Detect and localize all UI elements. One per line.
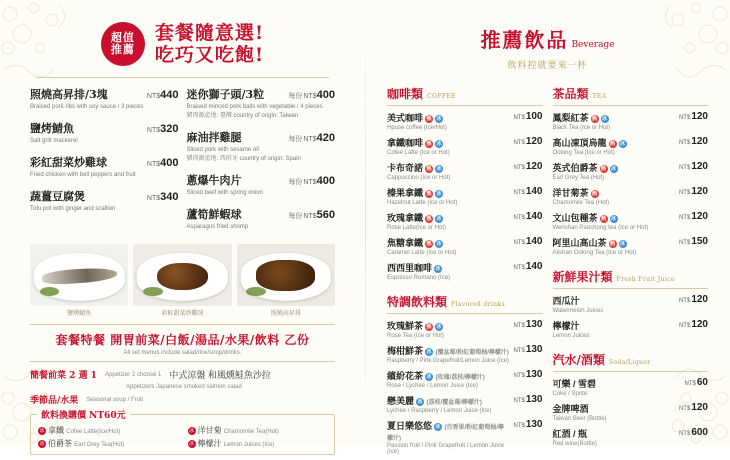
category-name: 新鮮果汁類 (552, 270, 613, 284)
ice-icon: 冰 (188, 441, 194, 448)
ice-icon: 冰 (436, 191, 442, 197)
drink-name-en: Red wine(Bottle) (552, 441, 597, 447)
drink-name-en: Lemon Juices (Ice) (223, 442, 275, 449)
drink-row (387, 211, 543, 231)
beverage-subtitle: 飲料控就要來一杯 (507, 60, 588, 70)
hot-icon: 熱 (601, 216, 607, 222)
hot-icon: 熱 (426, 216, 432, 222)
dish-photo-caption: 照燒高昇排 (270, 311, 301, 318)
choice-appetizer (30, 368, 335, 381)
drink-upgrade-box (30, 411, 335, 455)
drink-name-zh-small: (百香果/粉紅葡萄柚/檸檬汁) (387, 425, 504, 442)
ice-icon: 冰 (436, 241, 442, 247)
set-menu-includes-zh: 套餐特餐 開胃前菜/白飯/湯品/水果/飲料 乙份 (55, 333, 310, 348)
ice-icon: 冰 (436, 141, 442, 147)
drink-name: 阿里山高山茶 (552, 238, 607, 248)
drink-price: NT$130 (513, 319, 543, 330)
drink-name-zh-small: (覆盆莓/粉紅葡萄柚/檸檬汁) (435, 350, 509, 356)
dish-photo-item (133, 244, 231, 317)
choice-seasonal (30, 393, 335, 406)
ice-icon: 冰 (436, 216, 442, 222)
drink-price: NT$600 (678, 427, 708, 438)
dish-photo (237, 244, 335, 306)
dish-origin-note: 豬肉源產地: 臺灣 country of origin: Taiwan (186, 112, 299, 119)
hot-icon: 熱 (426, 241, 432, 247)
dish-desc-en: Sliced beef with spring onion (186, 190, 263, 197)
category-flavored-drinks (387, 293, 543, 314)
drink-name: 鳳梨紅茶 (552, 113, 589, 123)
drink-row (387, 319, 543, 339)
right-page (365, 0, 730, 455)
dish-photo-caption: 鹽烤鯖魚 (67, 311, 92, 318)
dish-photo-item (30, 244, 128, 317)
ice-icon: 冰 (436, 324, 442, 330)
drink-name: 拿鐵 (48, 426, 64, 436)
drink-price: NT$120 (513, 136, 543, 147)
drink-price: NT$130 (513, 369, 543, 380)
dish-price: 每份NT$400 (288, 175, 335, 188)
drink-price: NT$120 (678, 136, 708, 147)
category-name-en: TEA (592, 93, 607, 100)
drink-name-en: Earl Grey Tea (Hot) (552, 175, 605, 181)
drink-row (553, 186, 709, 206)
drink-price: NT$120 (678, 161, 708, 172)
ice-icon: 冰 (620, 141, 626, 147)
hot-icon: 熱 (426, 166, 432, 172)
drink-price: NT$100 (513, 111, 543, 122)
category-coffee (387, 85, 543, 106)
drink-name-en: Earl Grey Tea(Hot) (74, 442, 125, 449)
drink-price: NT$140 (513, 261, 543, 272)
drink-name: 西西里咖啡 (387, 263, 433, 273)
set-menu-includes-en: All set menus include salad/rice/soup/drinks. (123, 350, 242, 357)
set-menu-title-line-1: 套餐隨意選! (154, 22, 265, 44)
drink-name-en: Oolong Tea (Ice or Hot) (552, 150, 615, 156)
dish-item (30, 86, 179, 111)
divider (36, 77, 329, 78)
drink-upgrade-title: 飲料換購價 NT60元 (37, 408, 130, 421)
dish-name: 迷你獅子頭/3粒 (186, 87, 265, 101)
ice-icon: 冰 (611, 216, 617, 222)
dish-price: NT$320 (146, 122, 179, 135)
drink-name-zh-small: (荔枝/覆盆莓/檸檬汁) (426, 400, 482, 406)
hot-icon: 熱 (592, 116, 598, 122)
drink-name-en: Rose / Lychee / Lemon Juice (Ice) (387, 383, 478, 389)
ice-icon: 冰 (436, 116, 442, 122)
drink-price: NT$140 (513, 211, 543, 222)
left-page (0, 0, 365, 449)
drink-row (553, 319, 709, 339)
drink-name: 玫瑰拿鐵 (387, 213, 424, 223)
dish-name: 麻油拌雞腿 (186, 131, 242, 144)
choice-appetizer-en-row (30, 384, 335, 390)
drink-name: 金牌啤酒 (552, 404, 589, 414)
drink-name-en: Raspberry / Pink Grapefruit/Lemon Juice (Ice) (387, 358, 510, 364)
ice-icon: 冰 (435, 266, 441, 272)
category-name: 茶品類 (552, 87, 589, 101)
drink-name-en: Coke / Sprite (552, 391, 588, 397)
set-menu-title-line-2: 吃巧又吃飽! (154, 44, 265, 67)
drink-name-en: Cofee Latte(Ice/Hot) (66, 429, 121, 436)
category-name: 特調飲料類 (387, 295, 448, 309)
drink-name: 卡布奇諾 (387, 163, 424, 173)
choice-options: 中式涼盤 和風燻鮭魚沙拉 (169, 370, 271, 381)
dish-item (187, 86, 336, 120)
dish-desc-en: Tofu pot with ginger and scallion (30, 206, 116, 213)
dish-item (30, 154, 179, 179)
dish-price: 每份NT$560 (288, 209, 335, 222)
dish-photo (30, 244, 128, 306)
drink-price: NT$140 (513, 186, 543, 197)
drink-name: 可樂 / 雪碧 (552, 379, 597, 389)
drink-name-en: Hazelnut Latte (Ice or Hot) (387, 200, 458, 206)
drink-row (553, 211, 709, 231)
drink-name-en: Cofee Latte (Ice or Hot) (387, 150, 450, 156)
stamp-line-1: 超值 (110, 32, 135, 45)
beverage-column-left (387, 85, 543, 460)
drink-name-en: Taiwan Beer (Bottle) (552, 416, 607, 422)
drink-name-en: Hpuse coffee (Ice/Hot) (387, 125, 447, 131)
drink-row (387, 161, 543, 181)
beverage-title-en: Beverage (571, 40, 615, 50)
drink-name-en: Chamomile Tea (Hot) (552, 200, 610, 206)
dish-name: 彩紅甜菜炒雞球 (30, 156, 107, 169)
drink-row (387, 261, 543, 281)
dish-price: NT$440 (146, 88, 179, 101)
dish-price: 每份NT$400 (288, 88, 335, 101)
drink-name-en: Caramel Latte (Ice or Hot) (387, 250, 457, 256)
drink-row (387, 186, 543, 206)
drink-price: NT$140 (513, 236, 543, 247)
drink-name-en: Passion fruit / Pink Grapefruit / Lemon Juice (Ice) (387, 443, 505, 455)
drink-name-en: Cappuccino (Ice or Hot) (387, 175, 451, 181)
stamp-line-2: 推薦 (110, 44, 135, 57)
hot-icon: 冰 (188, 428, 194, 435)
drink-price: NT$60 (684, 377, 708, 388)
category-name-en: Flavored drinks (451, 301, 506, 308)
beverage-header (381, 24, 714, 71)
ice-icon: 冰 (620, 241, 626, 247)
hot-icon: 熱 (601, 166, 607, 172)
drink-name-en: Watermelon Juices (552, 308, 604, 314)
drink-name: 夏日樂悠悠 (387, 421, 433, 431)
drink-price: NT$130 (513, 419, 543, 430)
drink-name-en: Lemon Juices (552, 333, 590, 339)
drink-name-en: Lychee / Raspberry / Lemon Juice (Ice) (387, 408, 492, 414)
dish-column-left (30, 86, 179, 241)
drink-name: 西瓜汁 (552, 296, 580, 306)
hot-icon: 熱 (426, 324, 432, 330)
drink-name-en: Alishan Oolong Tea (Ice or Hot) (552, 250, 637, 256)
hot-icon: 熱 (610, 141, 616, 147)
dish-name: 鹽烤鯖魚 (30, 121, 74, 135)
drink-price: NT$130 (513, 394, 543, 405)
hot-icon: 熱 (610, 241, 616, 247)
dish-price: 每份NT$420 (288, 132, 335, 144)
choice-label-en: Seasonal soup / Fruit (86, 396, 143, 403)
category-name-en: COFFEE (427, 93, 457, 100)
drink-name: 伯爵茶 (48, 439, 72, 449)
dish-price: NT$400 (146, 157, 179, 169)
drink-row (387, 344, 543, 364)
drink-name: 洋甘菊 (197, 426, 222, 436)
drink-row (553, 111, 709, 131)
drink-price: NT$150 (678, 236, 708, 247)
dish-item (187, 172, 336, 197)
drink-row (553, 377, 709, 397)
category-name-en: Fresh Fruit Juice (616, 276, 675, 283)
dish-price: NT$340 (146, 191, 179, 204)
drink-row (387, 369, 543, 389)
beverage-columns (381, 85, 714, 460)
drink-name: 焦糖拿鐵 (387, 238, 424, 248)
choice-label-en: Appetizer 2 choose 1 (104, 371, 162, 378)
drink-name: 榛果拿鐵 (387, 188, 424, 198)
drink-row (553, 136, 709, 156)
dish-desc-en: Braised minced pork balls with vegetable / 4 pieces (186, 103, 323, 110)
ice-icon: 冰 (426, 374, 432, 380)
drink-name-zh-small: (玫瑰/荔枝/檸檬汁) (435, 375, 485, 381)
dish-item (187, 206, 336, 231)
dish-list (16, 86, 349, 241)
drink-name: 英式伯爵茶 (552, 163, 598, 173)
drink-name: 拿鐵咖啡 (387, 138, 424, 148)
category-tea (553, 85, 709, 106)
ice-icon: 冰 (39, 428, 45, 435)
drink-name-en: Rose Latte(Ice or Hot) (387, 225, 447, 231)
dish-photo-item (237, 244, 335, 317)
drink-price: NT$120 (513, 161, 543, 172)
category-name-en: Soda/Liquor (608, 359, 651, 366)
dish-desc-en: Asparagus fried shrimp (186, 224, 249, 231)
ice-icon: 冰 (426, 349, 432, 355)
drink-name: 洋甘菊茶 (552, 188, 589, 198)
set-menu-title (155, 22, 264, 67)
drink-price: NT$120 (678, 186, 708, 197)
drink-price: NT$120 (678, 111, 708, 122)
drink-name-en: Chamomile Tea(Hot) (223, 429, 279, 436)
ice-icon: 冰 (417, 399, 423, 405)
dish-name: 蘆筍鮮蝦球 (186, 208, 242, 222)
set-menu-choices (30, 368, 335, 406)
drink-row (387, 136, 543, 156)
category-name: 汽水/酒類 (552, 353, 605, 367)
drink-row (387, 236, 543, 256)
drink-name: 高山凍頂烏龍 (552, 138, 607, 148)
choice-label: 季節品/水果 (30, 396, 79, 407)
ice-icon: 冰 (436, 166, 442, 172)
drink-price: NT$130 (513, 344, 543, 355)
drink-name: 美式咖啡 (387, 113, 424, 123)
hot-icon: 熱 (426, 191, 432, 197)
drink-price: NT$120 (678, 402, 708, 413)
drink-row (553, 294, 709, 314)
dish-item (30, 120, 179, 145)
dish-desc-en: Sliced pork with sesame oil (186, 147, 259, 153)
value-recommend-stamp (101, 22, 145, 66)
dish-photos (16, 240, 349, 317)
drink-price: NT$120 (678, 319, 708, 330)
drink-name-en: Espresso Romano (Ice) (387, 275, 451, 281)
dish-name: 照燒高昇排/3塊 (30, 87, 108, 101)
hot-icon: 熱 (426, 141, 432, 147)
drink-row (553, 427, 709, 447)
category-fresh-juice (553, 268, 709, 289)
set-menu-includes (30, 324, 335, 362)
category-soda-liquor (553, 351, 709, 372)
dish-column-right (187, 86, 336, 241)
drink-price: NT$120 (678, 294, 708, 305)
dish-photo (133, 244, 231, 306)
drink-name: 玫瑰鮮茶 (387, 321, 424, 331)
choice-options-en: Appetizers Japanese smoked salmon salad (126, 384, 242, 391)
drink-row (553, 236, 709, 256)
hot-icon: 熱 (592, 191, 598, 197)
dish-desc-en: Salt grilt mackerel (30, 137, 78, 144)
drink-row (553, 161, 709, 181)
drink-upgrade-item (38, 438, 178, 449)
drink-upgrade-item (188, 438, 328, 449)
choice-label: 簡餐前菜 2 選 1 (30, 371, 97, 382)
drink-row (387, 394, 543, 414)
drink-name-en: Black Tea (Ice or Hot) (552, 125, 611, 131)
ice-icon: 冰 (435, 424, 441, 430)
drink-name: 戀美麗 (387, 396, 415, 406)
dish-name: 蔥爆牛肉片 (186, 174, 242, 188)
drink-row (553, 402, 709, 422)
dish-name: 蔬薑豆腐煲 (30, 190, 85, 204)
drink-name-en: Wenshan Paochong tea (Ice or Hot) (552, 225, 649, 231)
drink-price: NT$120 (678, 211, 708, 222)
hot-icon: 熱 (426, 116, 432, 122)
beverage-column-right (553, 85, 709, 460)
category-name: 咖啡類 (387, 87, 424, 101)
drink-row (387, 111, 543, 131)
dish-item (187, 129, 336, 163)
hot-icon: 冰 (39, 441, 45, 448)
drink-row (387, 419, 543, 455)
drink-name: 檸檬汁 (552, 321, 580, 331)
set-menu-header (16, 22, 349, 67)
ice-icon: 冰 (602, 116, 608, 122)
drink-name: 檸檬汁 (197, 439, 222, 449)
dish-item (30, 188, 179, 213)
dish-desc-en: Braised pork ribs with soy sauce / 3 pieces (30, 103, 144, 110)
drink-name: 繽紛花茶 (387, 371, 424, 381)
ice-icon: 冰 (611, 166, 617, 172)
dish-photo-caption: 彩虹甜菜炒雞球 (161, 311, 204, 318)
beverage-title (381, 24, 714, 53)
drink-name: 文山包種茶 (552, 213, 598, 223)
drink-name: 梅柑鮮茶 (387, 346, 424, 356)
drink-name: 紅酒 / 瓶 (552, 429, 588, 439)
dish-desc-en: Fried chicken with bell peppers and fruit (30, 172, 136, 178)
drink-name-en: Rose Tea (Ice or Hot) (387, 333, 444, 339)
drink-upgrade-item (188, 425, 328, 436)
dish-origin-note: 豬肉源產地: 西班牙 country of origin: Spain (186, 156, 301, 163)
beverage-title-zh: 推薦飲品 (480, 28, 569, 52)
drink-upgrade-item (38, 425, 178, 436)
